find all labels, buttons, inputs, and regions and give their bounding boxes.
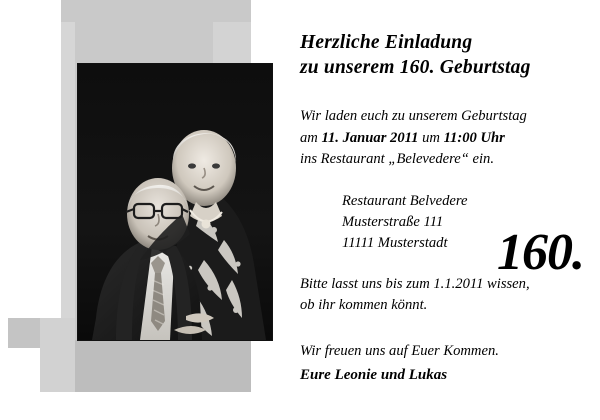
rsvp-line-1: Bitte lasst uns bis zum 1.1.2011 wissen, [300, 275, 530, 292]
big-age-number: 160. [497, 224, 584, 281]
couple-photo [78, 64, 272, 340]
event-date: 11. Januar 2011 [321, 129, 419, 146]
decor-band-bottom-tall [40, 318, 75, 392]
signature: Eure Leonie und Lukas [300, 367, 448, 383]
closing-paragraph [300, 341, 590, 387]
intro-line-3: ins Restaurant „Belevedere“ ein. [300, 151, 495, 167]
venue-city: 11111 Musterstadt [342, 234, 448, 251]
decor-band-left [61, 22, 75, 340]
event-time: 11:00 Uhr [443, 129, 505, 146]
intro-paragraph [300, 106, 590, 171]
headline-line-2: zu unserem 160. Geburtstag [300, 57, 531, 78]
headline [300, 30, 590, 80]
rsvp-line-2: ob ihr kommen könnt. [300, 297, 428, 313]
closing-line: Wir freuen uns auf Euer Kommen. [300, 342, 499, 359]
venue-name: Restaurant Belvedere [342, 192, 468, 209]
invitation-text [300, 30, 590, 400]
intro-line-1: Wir laden euch zu unserem Geburtstag [300, 108, 527, 124]
intro-line-2 [300, 128, 590, 150]
intro-middle: um [418, 129, 444, 146]
decor-band-bottom [75, 340, 251, 392]
decor-band-top [61, 0, 251, 22]
headline-line-1: Herzliche Einladung [300, 32, 473, 53]
venue-street: Musterstraße 111 [342, 213, 444, 230]
intro-prefix: am [300, 129, 322, 146]
